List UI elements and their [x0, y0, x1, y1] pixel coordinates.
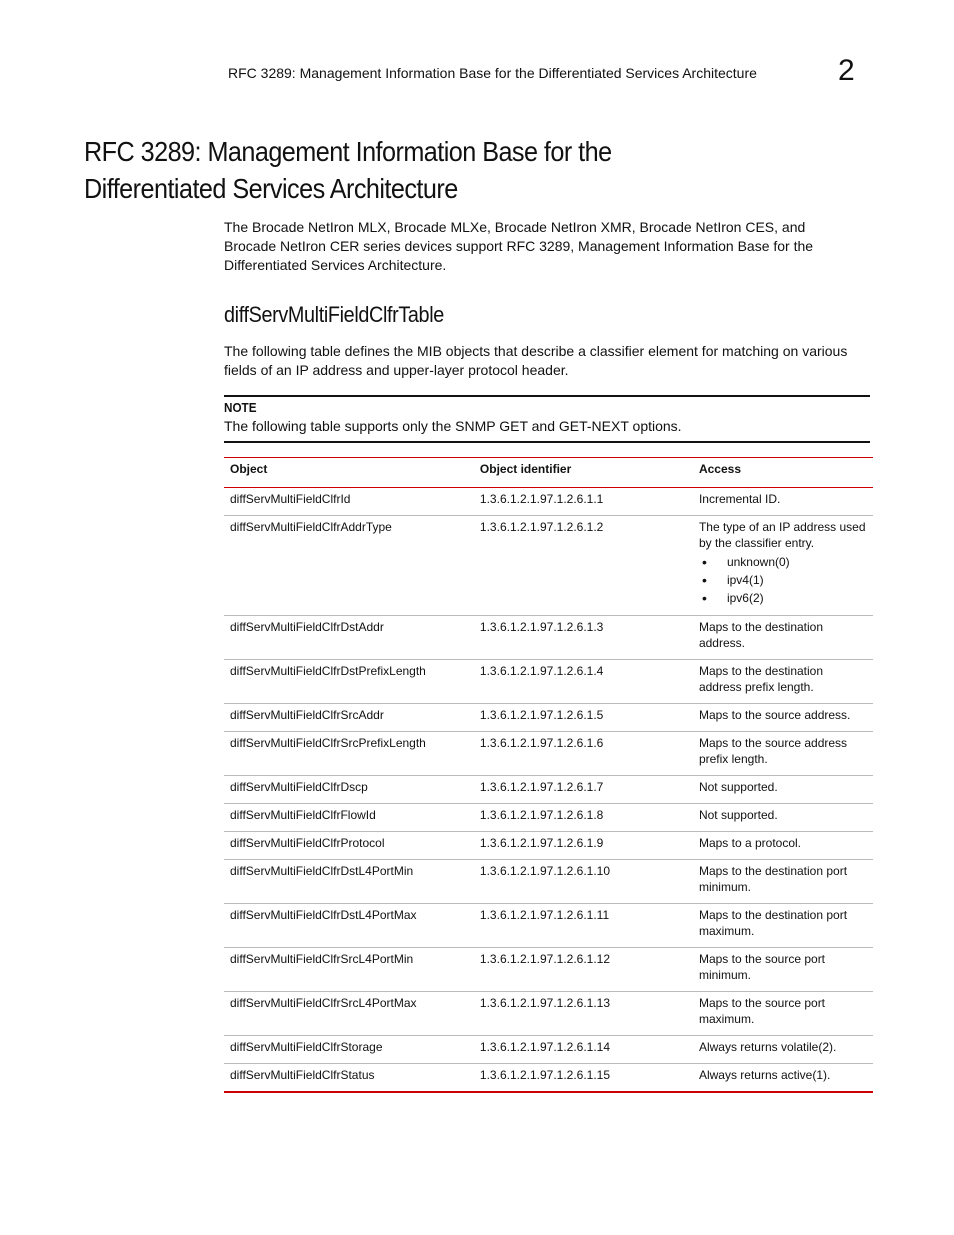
cell-object [224, 488, 474, 516]
column-header-object-identifier: Object identifier [474, 458, 693, 488]
table-row [224, 616, 873, 660]
cell-object-identifier [474, 860, 693, 904]
page-title-line-2: Differentiated Services Architecture [84, 173, 458, 204]
cell-access-text: Maps to a protocol. [698, 836, 802, 850]
cell-access-text: Always returns active(1). [698, 1068, 831, 1082]
cell-object-identifier-text: 1.3.6.1.2.1.97.1.2.6.1.10 [479, 864, 611, 878]
cell-object-identifier-text: 1.3.6.1.2.1.97.1.2.6.1.2 [479, 520, 604, 534]
cell-object [224, 832, 474, 860]
cell-access [693, 1064, 873, 1093]
cell-object-identifier-text: 1.3.6.1.2.1.97.1.2.6.1.7 [479, 780, 604, 794]
cell-access [693, 488, 873, 516]
cell-object [224, 704, 474, 732]
cell-object-text: diffServMultiFieldClfrSrcPrefixLength [230, 736, 426, 750]
cell-access-text: Maps to the source port maximum. [698, 996, 826, 1026]
cell-access [693, 516, 873, 616]
cell-access-text: Incremental ID. [698, 492, 781, 506]
cell-access [693, 616, 873, 660]
cell-access-text: Maps to the destination port maximum. [698, 908, 848, 938]
cell-object-identifier-text: 1.3.6.1.2.1.97.1.2.6.1.3 [479, 620, 604, 634]
column-header-access: Access [693, 458, 873, 488]
cell-object [224, 516, 474, 616]
cell-access [693, 1036, 873, 1064]
cell-access-text: Not supported. [698, 808, 778, 822]
note-box [224, 395, 870, 443]
chapter-number: 2 [838, 54, 855, 87]
cell-access [693, 732, 873, 776]
bullet-text: unknown(0) [726, 555, 790, 569]
bullet-text: ipv6(2) [726, 591, 764, 605]
cell-object [224, 1064, 474, 1093]
list-item [699, 553, 867, 571]
table-row [224, 516, 873, 616]
cell-object [224, 660, 474, 704]
cell-access-text: Always returns volatile(2). [698, 1040, 837, 1054]
table-row [224, 660, 873, 704]
cell-object-identifier [474, 832, 693, 860]
cell-access [693, 704, 873, 732]
cell-object-text: diffServMultiFieldClfrId [230, 492, 351, 506]
cell-access [693, 832, 873, 860]
table-row [224, 1064, 873, 1093]
cell-object [224, 1036, 474, 1064]
table-row [224, 704, 873, 732]
cell-object-identifier [474, 804, 693, 832]
cell-object-text: diffServMultiFieldClfrProtocol [230, 836, 385, 850]
cell-object-identifier-text: 1.3.6.1.2.1.97.1.2.6.1.13 [479, 996, 611, 1010]
bullet-icon: • [701, 554, 707, 570]
cell-access [693, 860, 873, 904]
cell-object-identifier-text: 1.3.6.1.2.1.97.1.2.6.1.9 [479, 836, 604, 850]
table-row [224, 860, 873, 904]
table-row [224, 832, 873, 860]
cell-object-text: diffServMultiFieldClfrAddrType [230, 520, 392, 534]
cell-object-identifier-text: 1.3.6.1.2.1.97.1.2.6.1.1 [479, 492, 604, 506]
cell-object-identifier [474, 992, 693, 1036]
cell-object-identifier [474, 1036, 693, 1064]
section-description: The following table defines the MIB objects that describe a classifier element for matching on various fields of an IP address and upper-layer protocol header. [224, 343, 848, 378]
cell-object-identifier [474, 488, 693, 516]
cell-object-text: diffServMultiFieldClfrStatus [230, 1068, 375, 1082]
cell-access [693, 992, 873, 1036]
cell-access-text: The type of an IP address used by the classifier entry. [698, 520, 866, 550]
cell-object-identifier [474, 660, 693, 704]
cell-access-text: Maps to the source address prefix length. [698, 736, 848, 766]
table-row [224, 904, 873, 948]
bullet-text: ipv4(1) [726, 573, 764, 587]
cell-object [224, 776, 474, 804]
cell-object-text: diffServMultiFieldClfrDstPrefixLength [230, 664, 426, 678]
cell-access-text: Not supported. [698, 780, 778, 794]
table-row [224, 776, 873, 804]
table-row [224, 488, 873, 516]
cell-access [693, 904, 873, 948]
note-label: NOTE [224, 400, 257, 415]
table-row [224, 1036, 873, 1064]
page-title [84, 133, 624, 207]
cell-object-text: diffServMultiFieldClfrSrcL4PortMax [230, 996, 417, 1010]
cell-access-text: Maps to the destination address prefix length. [698, 664, 824, 694]
cell-object-identifier [474, 704, 693, 732]
cell-object-text: diffServMultiFieldClfrSrcL4PortMin [230, 952, 414, 966]
bullet-icon: • [701, 572, 707, 588]
cell-object-text: diffServMultiFieldClfrSrcAddr [230, 708, 384, 722]
bullet-icon: • [701, 590, 707, 606]
cell-object-identifier-text: 1.3.6.1.2.1.97.1.2.6.1.11 [479, 908, 610, 922]
page-title-line-1: RFC 3289: Management Information Base for the [84, 136, 612, 167]
cell-object-text: diffServMultiFieldClfrDstL4PortMin [230, 864, 414, 878]
cell-object [224, 992, 474, 1036]
cell-object-text: diffServMultiFieldClfrDstAddr [230, 620, 384, 634]
cell-access-text: Maps to the source port minimum. [698, 952, 826, 982]
cell-object-identifier [474, 1064, 693, 1093]
table-row [224, 732, 873, 776]
cell-access [693, 804, 873, 832]
cell-object [224, 804, 474, 832]
cell-object [224, 860, 474, 904]
list-item [699, 571, 867, 589]
table-body [224, 488, 873, 1093]
cell-object-identifier-text: 1.3.6.1.2.1.97.1.2.6.1.6 [479, 736, 604, 750]
cell-object-identifier-text: 1.3.6.1.2.1.97.1.2.6.1.12 [479, 952, 611, 966]
cell-object-text: diffServMultiFieldClfrDscp [230, 780, 368, 794]
list-item [699, 589, 867, 607]
column-header-object: Object [224, 458, 474, 488]
cell-access [693, 776, 873, 804]
cell-access [693, 948, 873, 992]
cell-object-identifier [474, 904, 693, 948]
cell-object-text: diffServMultiFieldClfrFlowId [230, 808, 376, 822]
cell-object-identifier-text: 1.3.6.1.2.1.97.1.2.6.1.8 [479, 808, 604, 822]
cell-object-identifier [474, 776, 693, 804]
section-heading: diffServMultiFieldClfrTable [224, 302, 444, 327]
cell-object-identifier-text: 1.3.6.1.2.1.97.1.2.6.1.5 [479, 708, 604, 722]
table-header-row [224, 458, 873, 488]
cell-object [224, 732, 474, 776]
cell-object [224, 948, 474, 992]
cell-access-text: Maps to the destination address. [698, 620, 824, 650]
running-header: RFC 3289: Management Information Base for the Differentiated Services Architecture [228, 65, 757, 81]
cell-object-identifier [474, 948, 693, 992]
cell-access-text: Maps to the source address. [698, 708, 851, 722]
cell-object [224, 616, 474, 660]
cell-object-text: diffServMultiFieldClfrStorage [230, 1040, 383, 1054]
cell-object-identifier [474, 732, 693, 776]
note-text: The following table supports only the SNMP GET and GET-NEXT options. [224, 418, 682, 434]
cell-object-identifier [474, 516, 693, 616]
cell-object-identifier-text: 1.3.6.1.2.1.97.1.2.6.1.4 [479, 664, 604, 678]
table-row [224, 948, 873, 992]
cell-object-identifier [474, 616, 693, 660]
access-bullet-list [699, 553, 867, 607]
cell-access-text: Maps to the destination port minimum. [698, 864, 848, 894]
cell-object-text: diffServMultiFieldClfrDstL4PortMax [230, 908, 417, 922]
cell-object-identifier-text: 1.3.6.1.2.1.97.1.2.6.1.15 [479, 1068, 611, 1082]
intro-paragraph: The Brocade NetIron MLX, Brocade MLXe, Brocade NetIron XMR, Brocade NetIron CES, and Brocade NetIron CER series devices support RFC 3289, Management Information Base for the Differentiated Services Architecture. [224, 219, 814, 273]
mib-objects-table [224, 457, 873, 1093]
table-row [224, 992, 873, 1036]
cell-access [693, 660, 873, 704]
cell-object [224, 904, 474, 948]
table-row [224, 804, 873, 832]
cell-object-identifier-text: 1.3.6.1.2.1.97.1.2.6.1.14 [479, 1040, 611, 1054]
